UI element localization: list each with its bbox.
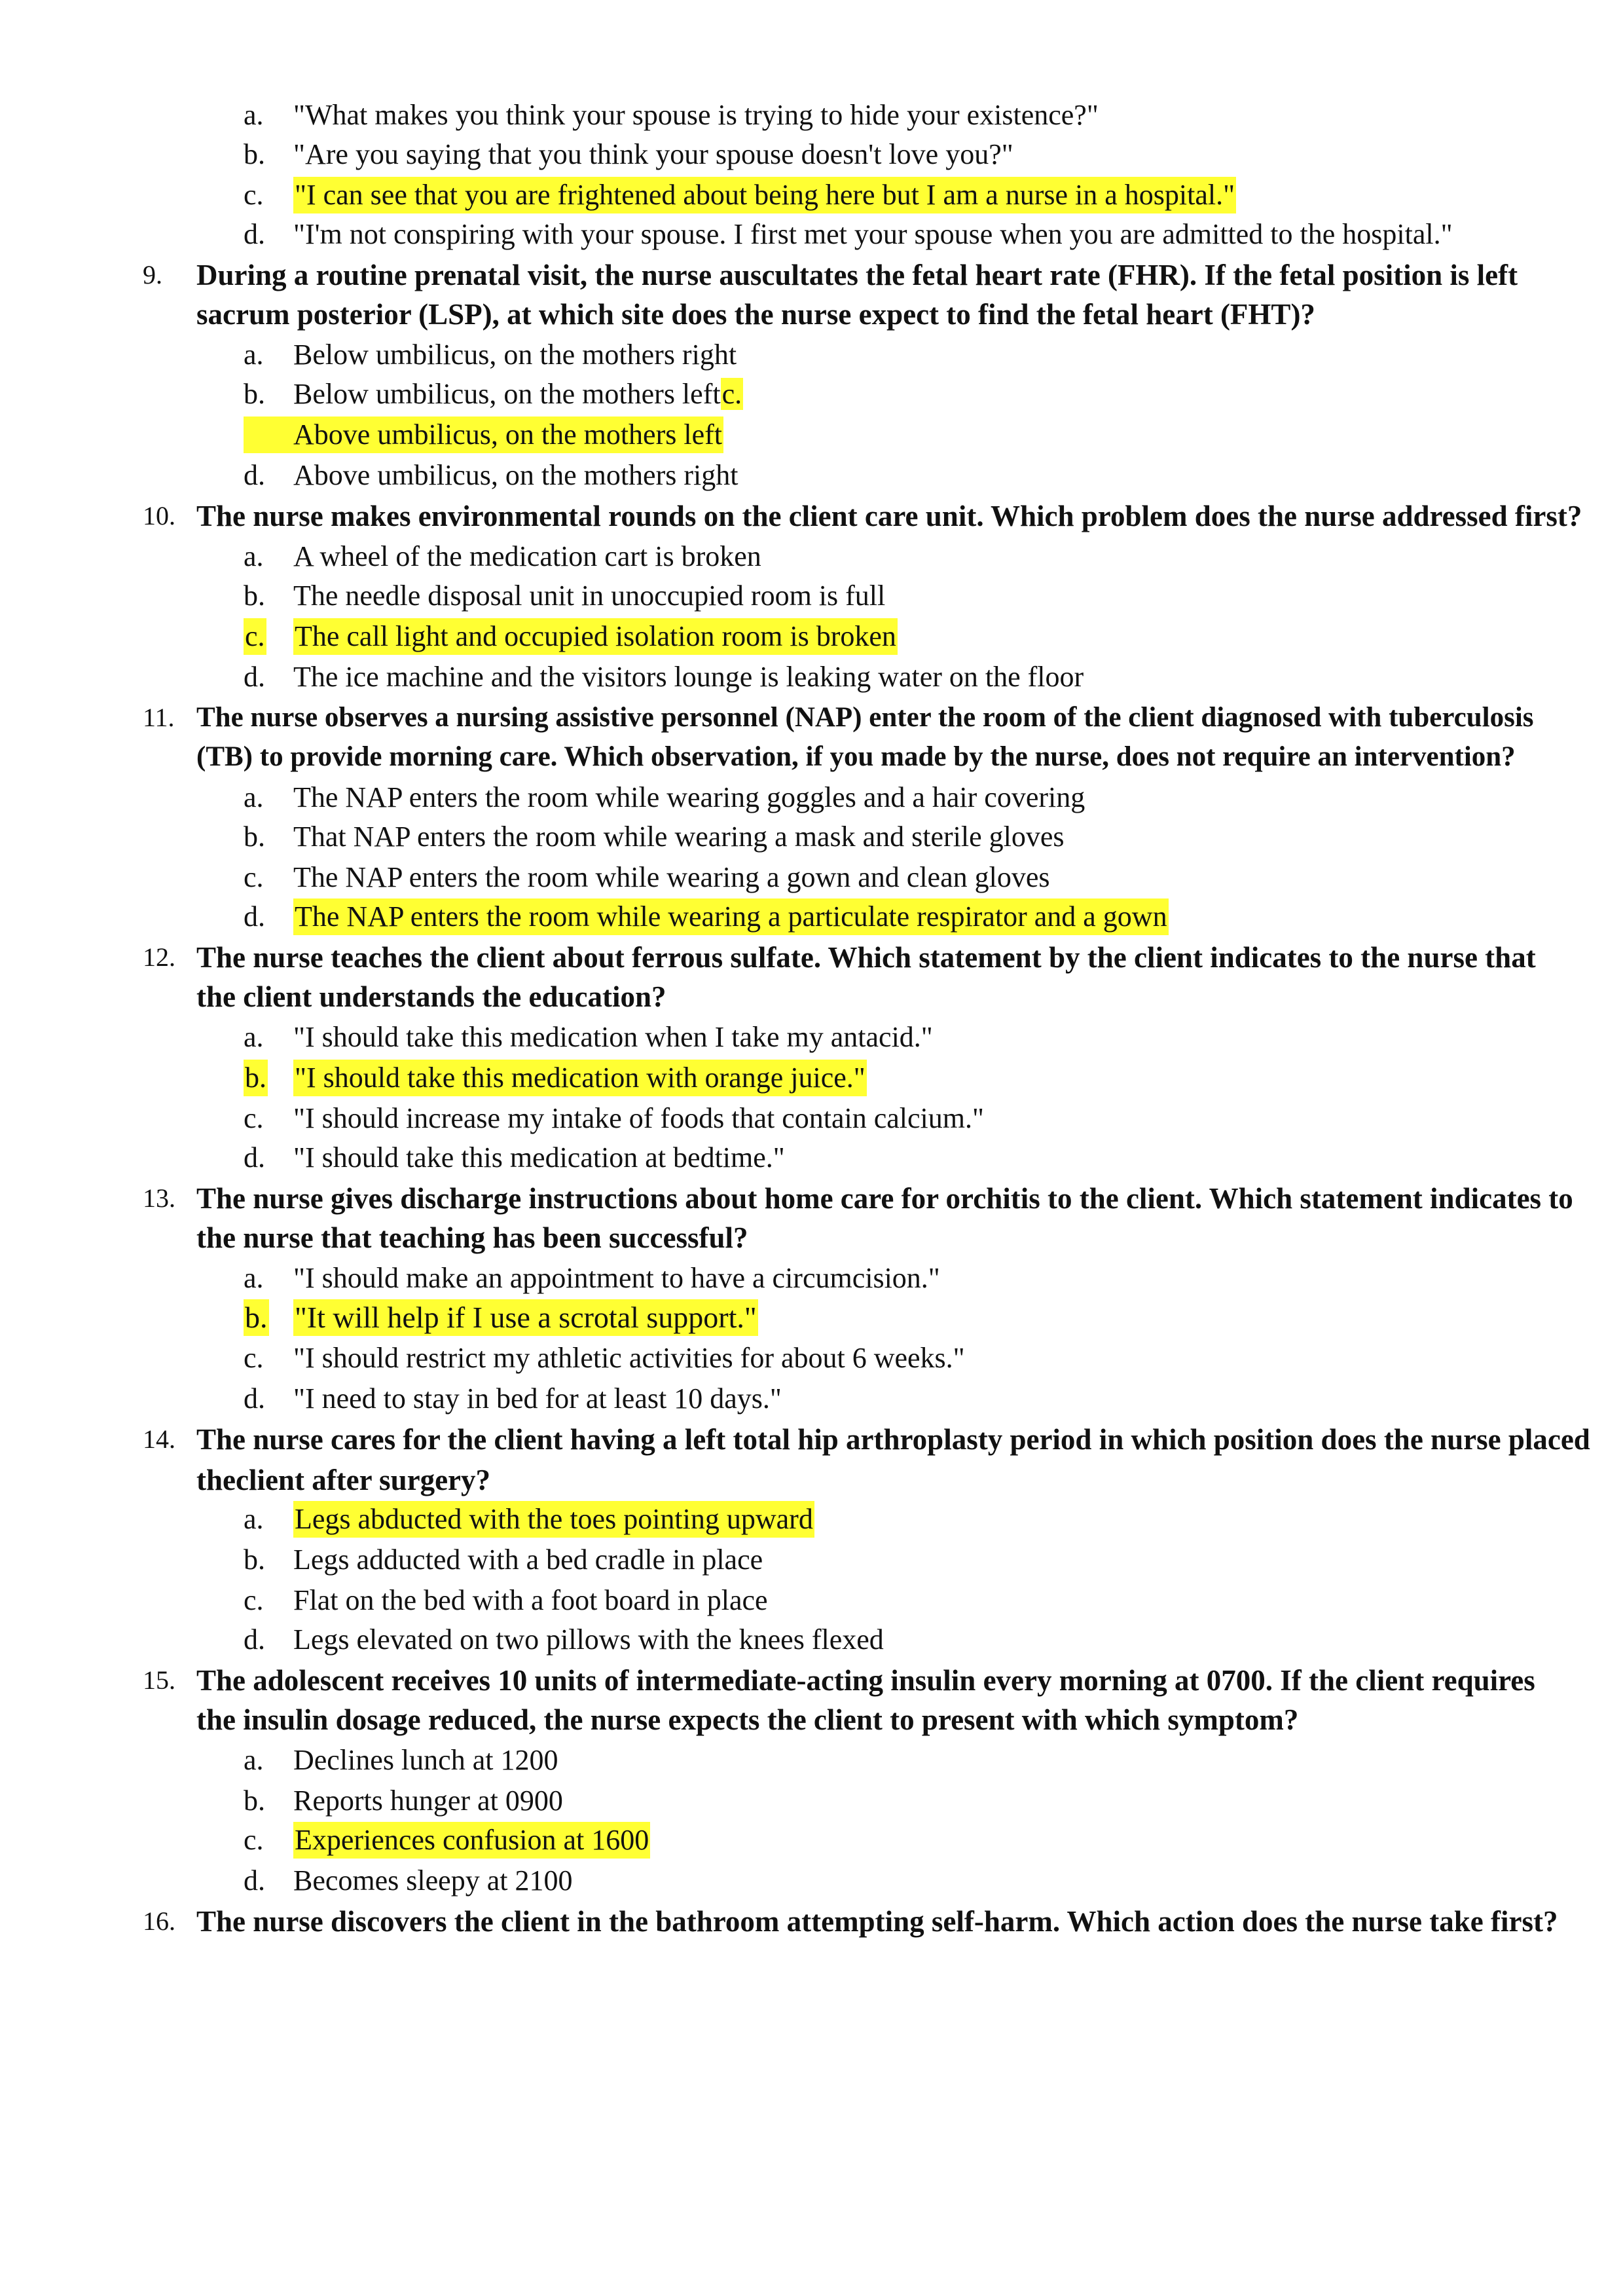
highlighted-answer: The call light and occupied isolation room is broken — [293, 618, 898, 655]
option-text: Above umbilicus, on the mothers right — [293, 459, 739, 491]
option-text: "I should take this medication when I take my antacid." — [293, 1021, 933, 1053]
option-text: Flat on the bed with a foot board in place — [293, 1584, 768, 1616]
option-text: The NAP enters the room while wearing goggles and a hair covering — [293, 781, 1085, 813]
option-letter: c. — [244, 618, 266, 655]
option-text: Below umbilicus, on the mothers left — [293, 378, 721, 410]
question-number: 9. — [143, 260, 162, 289]
question-text: During a routine prenatal visit, the nurse auscultates the fetal heart rate (FHR). If the fetal position is left — [196, 259, 1518, 291]
option-text-with-tail — [293, 376, 743, 413]
option-text: "I should take this medication at bedtime." — [293, 1141, 785, 1174]
option-text: "I need to stay in bed for at least 10 days." — [293, 1382, 782, 1415]
option-letter: d. — [244, 218, 265, 250]
option-letter: b. — [244, 378, 265, 410]
option-letter: d. — [244, 1382, 265, 1415]
option-letter: d. — [244, 1623, 265, 1656]
question-text: (TB) to provide morning care. Which observation, if you made by the nurse, does not require an intervention? — [196, 741, 1516, 772]
option-text: The ice machine and the visitors lounge is leaking water on the floor — [293, 661, 1084, 693]
option-text: "What makes you think your spouse is trying to hide your existence?" — [293, 99, 1099, 131]
question-number: 13. — [143, 1183, 175, 1213]
question-text: The nurse discovers the client in the bathroom attempting self-harm. Which action does the nurse take first? — [196, 1905, 1558, 1938]
option-letter: a. — [244, 339, 264, 371]
highlighted-answer: The NAP enters the room while wearing a particulate respirator and a gown — [293, 898, 1169, 935]
option-letter: b. — [244, 580, 265, 612]
option-letter: a. — [244, 1262, 264, 1294]
option-letter: b. — [244, 821, 265, 853]
question-number: 10. — [143, 501, 175, 530]
option-letter: b. — [244, 138, 265, 170]
option-letter: a. — [244, 1503, 264, 1535]
option-letter: a. — [244, 1021, 264, 1053]
option-text: "I'm not conspiring with your spouse. I first met your spouse when you are admitted to the hospital." — [293, 218, 1453, 250]
option-text: Declines lunch at 1200 — [293, 1744, 558, 1776]
highlighted-letter: c. — [721, 378, 742, 410]
option-text: Legs elevated on two pillows with the knees flexed — [293, 1623, 884, 1656]
question-text: The nurse makes environmental rounds on the client care unit. Which problem does the nurse addressed first? — [196, 500, 1582, 532]
option-letter: a. — [244, 1744, 264, 1776]
option-text: "I should make an appointment to have a circumcision." — [293, 1262, 940, 1294]
question-text: The nurse observes a nursing assistive personnel (NAP) enter the room of the client diagnosed with tuberculosis — [196, 702, 1534, 733]
highlighted-answer: Experiences confusion at 1600 — [293, 1822, 650, 1859]
option-text: "I should increase my intake of foods that contain calcium." — [293, 1102, 984, 1134]
question-text: The adolescent receives 10 units of intermediate-acting insulin every morning at 0700. If the client requires — [196, 1664, 1535, 1697]
option-text: "Are you saying that you think your spouse doesn't love you?" — [293, 138, 1013, 170]
option-text: Reports hunger at 0900 — [293, 1785, 563, 1817]
question-text: The nurse gives discharge instructions about home care for orchitis to the client. Which statement indicates to — [196, 1182, 1573, 1215]
option-letter: d. — [244, 900, 265, 933]
option-letter: c. — [244, 861, 264, 893]
highlighted-answer: "I can see that you are frightened about being here but I am a nurse in a hospital." — [293, 177, 1236, 213]
option-text: Becomes sleepy at 2100 — [293, 1864, 573, 1897]
question-number: 16. — [143, 1906, 175, 1936]
option-letter: c. — [244, 179, 264, 211]
option-text: A wheel of the medication cart is broken — [293, 540, 761, 572]
option-letter: b. — [244, 1544, 265, 1576]
option-letter: a. — [244, 99, 264, 131]
option-letter: c. — [244, 1824, 264, 1856]
option-letter: b. — [244, 1060, 268, 1096]
question-text: the client understands the education? — [196, 980, 666, 1013]
option-letter: d. — [244, 1864, 265, 1897]
option-text: That NAP enters the room while wearing a mask and sterile gloves — [293, 821, 1065, 853]
question-text: theclient after surgery? — [196, 1464, 491, 1496]
option-letter: c. — [244, 1584, 264, 1616]
option-text: The NAP enters the room while wearing a gown and clean gloves — [293, 861, 1050, 893]
option-letter: a. — [244, 781, 264, 813]
option-text: Below umbilicus, on the mothers right — [293, 339, 737, 371]
option-letter: c. — [244, 1342, 264, 1374]
option-letter: b. — [244, 1785, 265, 1817]
question-text: The nurse cares for the client having a left total hip arthroplasty period in which position does the nurse placed — [196, 1423, 1590, 1456]
question-number: 14. — [143, 1424, 175, 1454]
option-letter: b. — [244, 1299, 269, 1336]
highlighted-answer: Above umbilicus, on the mothers left — [244, 417, 723, 453]
option-letter: d. — [244, 1141, 265, 1174]
highlighted-answer: "It will help if I use a scrotal support." — [293, 1299, 758, 1336]
option-text: Legs adducted with a bed cradle in place — [293, 1544, 763, 1576]
question-number: 12. — [143, 942, 175, 972]
question-text: sacrum posterior (LSP), at which site does the nurse expect to find the fetal heart (FHT)? — [196, 298, 1315, 331]
question-number: 15. — [143, 1665, 175, 1695]
option-letter: d. — [244, 661, 265, 693]
highlighted-answer: Legs abducted with the toes pointing upward — [293, 1501, 814, 1538]
option-letter: a. — [244, 540, 264, 572]
option-letter: d. — [244, 459, 265, 491]
question-number: 11. — [143, 703, 175, 732]
question-text: the nurse that teaching has been successful? — [196, 1221, 748, 1254]
question-text: the insulin dosage reduced, the nurse expects the client to present with which symptom? — [196, 1703, 1299, 1736]
option-text: "I should restrict my athletic activities for about 6 weeks." — [293, 1342, 965, 1374]
question-text: The nurse teaches the client about ferrous sulfate. Which statement by the client indicates to the nurse that — [196, 941, 1536, 974]
highlighted-answer: "I should take this medication with orange juice." — [293, 1060, 867, 1096]
option-letter: c. — [244, 1102, 264, 1134]
option-text: The needle disposal unit in unoccupied room is full — [293, 580, 886, 612]
